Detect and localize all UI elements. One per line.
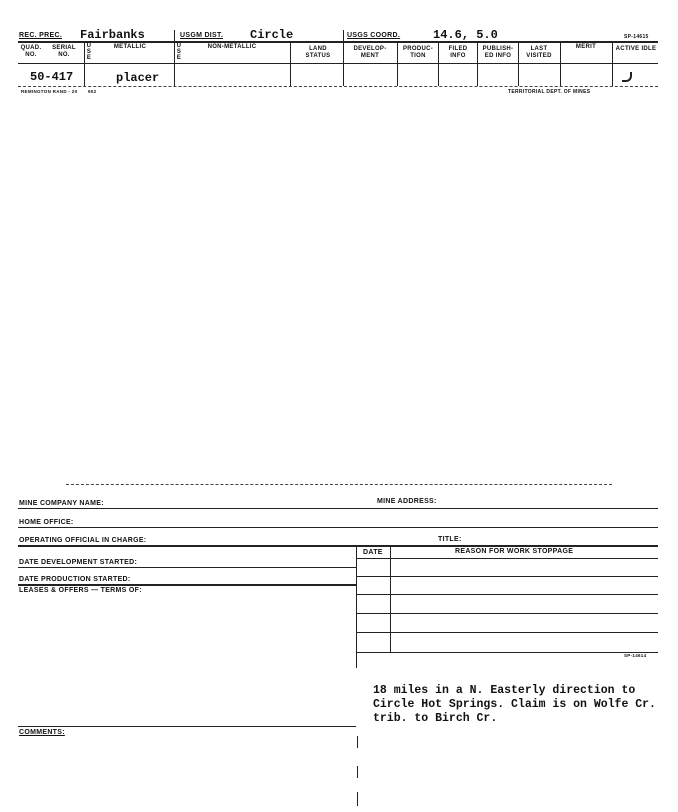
reason-header: REASON FOR WORK STOPPAGE bbox=[455, 548, 574, 555]
col-divider bbox=[518, 41, 519, 86]
rule bbox=[18, 567, 356, 568]
location-note bbox=[373, 684, 656, 726]
col-divider bbox=[290, 41, 291, 86]
lower-form-code: SP-14614 bbox=[624, 653, 647, 658]
usgm-dist-label: USGM DIST. bbox=[180, 32, 224, 39]
col-divider bbox=[397, 41, 398, 86]
header-rule-top bbox=[18, 41, 658, 43]
date-development-label: DATE DEVELOPMENT STARTED: bbox=[19, 559, 138, 566]
printer-code: 902 bbox=[88, 89, 97, 94]
table-divider bbox=[390, 545, 391, 653]
header-strip bbox=[0, 0, 678, 100]
col-use-2: USE bbox=[176, 43, 182, 61]
rec-prec-value: Fairbanks bbox=[80, 28, 145, 42]
rule bbox=[18, 545, 658, 547]
col-published-info: PUBLISH-ED INFO bbox=[482, 46, 514, 59]
rule bbox=[18, 508, 658, 509]
printer-right: TERRITORIAL DEPT. OF MINES bbox=[508, 89, 591, 95]
col-serial-no: SERIAL NO. bbox=[52, 45, 76, 58]
lower-form bbox=[0, 480, 678, 812]
col-development: DEVELOP-MENT bbox=[353, 46, 387, 59]
table-divider bbox=[356, 545, 357, 668]
header-rule-mid bbox=[18, 63, 658, 64]
table-rule bbox=[356, 613, 658, 614]
table-rule bbox=[356, 652, 658, 653]
mine-company-name-label: MINE COMPANY NAME: bbox=[19, 500, 104, 507]
lower-top-dash bbox=[66, 484, 612, 485]
col-non-metallic: NON-METALLIC bbox=[207, 44, 257, 50]
margin-tick bbox=[357, 766, 358, 778]
rec-prec-label: REC. PREC. bbox=[19, 32, 63, 39]
col-last-visited: LAST VISITED bbox=[526, 46, 552, 59]
col-divider bbox=[343, 30, 344, 86]
usgs-coord-label: USGS COORD. bbox=[347, 32, 401, 39]
margin-tick bbox=[357, 736, 358, 748]
leases-label: LEASES & OFFERS — TERMS OF: bbox=[19, 587, 142, 594]
metallic-value: placer bbox=[116, 71, 160, 85]
col-filed-info: FILED INFO bbox=[448, 46, 468, 59]
col-divider bbox=[560, 41, 561, 86]
col-merit: MERIT bbox=[575, 44, 597, 50]
col-divider bbox=[612, 41, 613, 86]
note-line: trib. to Birch Cr. bbox=[373, 712, 498, 725]
col-metallic: METALLIC bbox=[113, 44, 147, 50]
usgm-dist-value: Circle bbox=[250, 28, 294, 42]
home-office-label: HOME OFFICE: bbox=[19, 519, 74, 526]
title-label: TITLE: bbox=[438, 536, 462, 543]
mine-address-label: MINE ADDRESS: bbox=[377, 498, 437, 505]
col-divider bbox=[438, 41, 439, 86]
col-use-1: USE bbox=[86, 43, 92, 61]
active-idle-mark bbox=[622, 72, 632, 82]
table-rule bbox=[356, 632, 658, 633]
note-line: Circle Hot Springs. Claim is on Wolfe Cr. bbox=[373, 698, 656, 711]
col-production: PRODUC-TION bbox=[402, 46, 434, 59]
col-divider bbox=[477, 41, 478, 86]
date-header: DATE bbox=[363, 549, 383, 556]
rule bbox=[18, 726, 356, 727]
note-line: 18 miles in a N. Easterly direction to bbox=[373, 684, 636, 697]
comments-label: COMMENTS: bbox=[19, 729, 65, 736]
margin-tick bbox=[357, 792, 358, 806]
printer-left: REMINGTON RAND - 20 bbox=[21, 89, 78, 94]
rule bbox=[18, 584, 356, 586]
table-rule bbox=[356, 558, 658, 559]
date-production-label: DATE PRODUCTION STARTED: bbox=[19, 576, 131, 583]
table-rule bbox=[356, 594, 658, 595]
rule bbox=[18, 527, 658, 528]
quad-serial-value: 50-417 bbox=[30, 70, 74, 84]
col-active-idle: ACTIVE IDLE bbox=[615, 46, 657, 52]
usgs-coord-value: 14.6, 5.0 bbox=[433, 28, 498, 42]
col-quad-no: QUAD. NO. bbox=[20, 45, 42, 58]
col-land-status: LAND STATUS bbox=[305, 46, 331, 59]
form-code: SP-14615 bbox=[624, 34, 649, 40]
header-rule-bottom bbox=[18, 86, 658, 87]
table-rule bbox=[356, 576, 658, 577]
operating-official-label: OPERATING OFFICIAL IN CHARGE: bbox=[19, 537, 147, 544]
